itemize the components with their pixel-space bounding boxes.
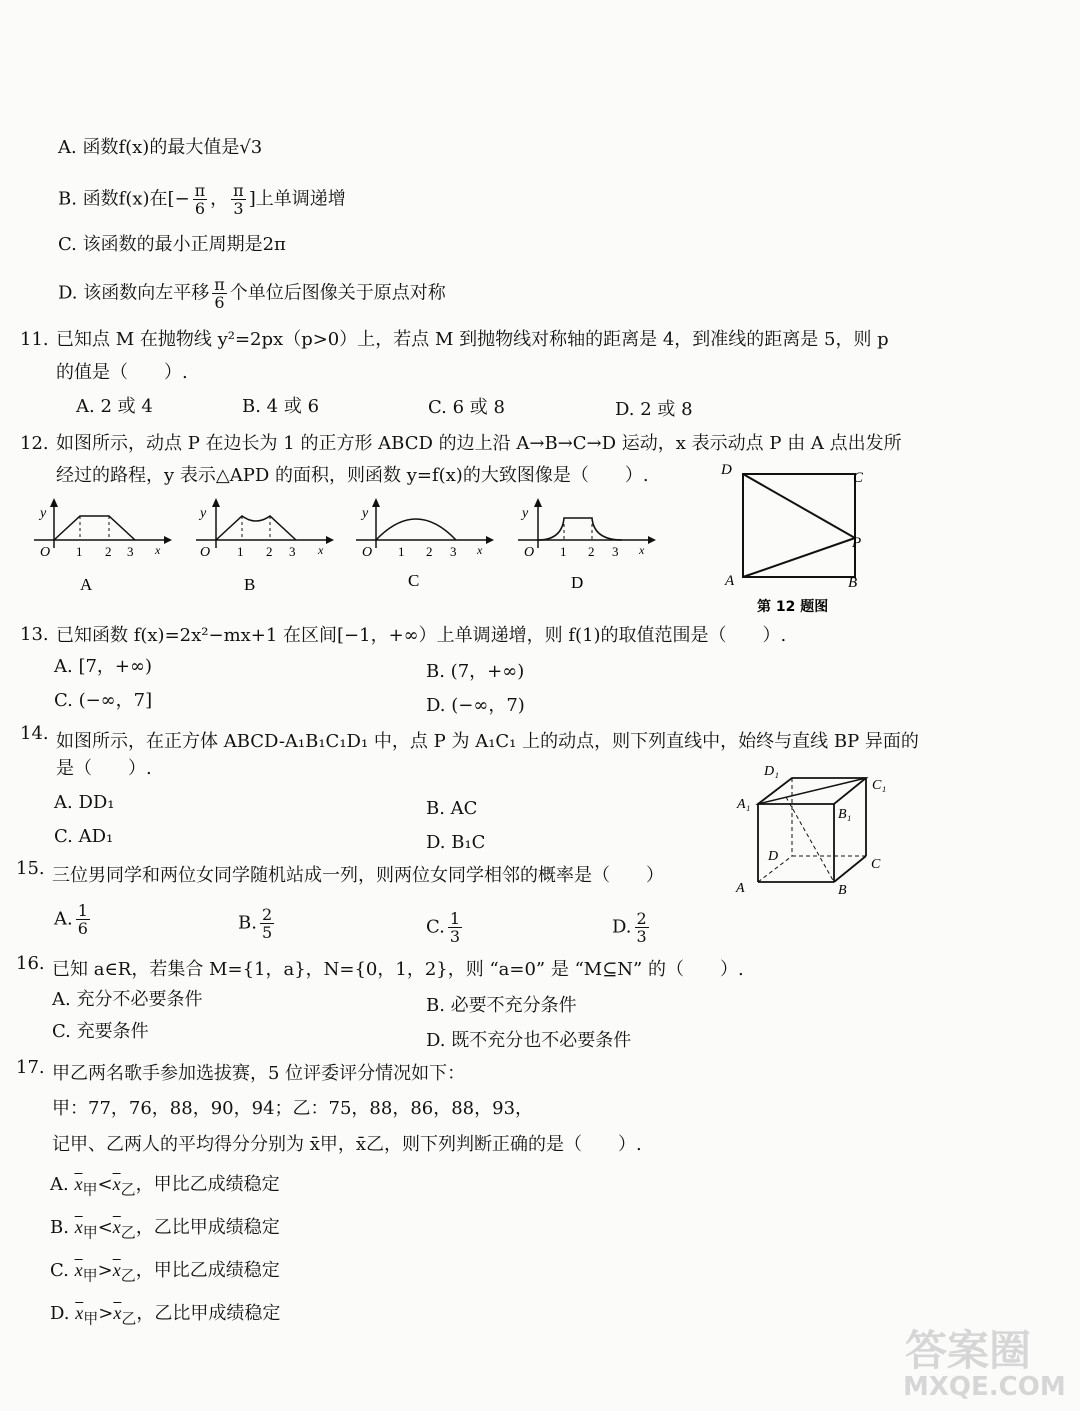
q14-stem-line1: 如图所示，在正方体 ABCD-A₁B₁C₁D₁ 中，点 P 为 A₁C₁ 上的动点，则下列直线中，始终与直线 BP 异面的: [56, 731, 919, 752]
q12-a-y: y: [40, 506, 47, 521]
q15-b-frac: $\frac{2}{5}$: [261, 905, 273, 942]
q12-sq-b: B: [848, 575, 858, 591]
q17-d-text: ，乙比甲成绩稳定: [136, 1303, 281, 1324]
q10-option-c: [58, 233, 286, 257]
q10-b-pre: 函数f(x)在[−: [82, 188, 190, 210]
q12-c-x: x: [477, 543, 483, 557]
q14-option-a: A. DD₁: [54, 792, 115, 813]
q11-option-a: A. 2 或 4: [76, 396, 153, 417]
q12-d-t1: 1: [560, 544, 567, 559]
q15-c-frac: $\frac{1}{3}$: [449, 909, 461, 946]
q12-b-o: O: [200, 545, 211, 560]
q13-option-d: D. (−∞，7): [426, 695, 525, 716]
q10-d-pre: 该函数向左平移: [83, 282, 210, 304]
q12-sq-p: P: [852, 535, 862, 551]
q17-a-text: ，甲比乙成绩稳定: [135, 1174, 280, 1195]
q10-a-label: A.: [58, 137, 77, 158]
q16-number: 16.: [16, 953, 45, 974]
q13-stem: 已知函数 f(x)=2x²−mx+1 在区间[−1，+∞）上单调递增，则 f(1)的取值范围是（ ）.: [56, 625, 787, 646]
q12-a-o: O: [40, 545, 51, 560]
q12-d-y: y: [522, 506, 529, 521]
q12-stem-line2: 经过的路程，y 表示△APD 的面积，则函数 y=f(x)的大致图像是（ ）.: [56, 465, 649, 486]
q12-c-t2: 2: [426, 544, 433, 559]
q15-number: 15.: [16, 858, 45, 879]
q11-stem-line1: 已知点 M 在抛物线 y²=2px（p>0）上，若点 M 到抛物线对称轴的距离是 4，到准线的距离是 5，则 p: [56, 329, 889, 350]
q15-option-b: B. $\frac{2}{5}$: [238, 905, 273, 942]
q14-cube-c1: C₁: [872, 778, 887, 793]
q10-option-a: [58, 136, 262, 160]
q12-b-t2: 2: [266, 544, 273, 559]
q12-graph-b-label: B: [244, 575, 256, 594]
q12-a-t3: 3: [127, 544, 134, 559]
q16-option-a: A. 充分不必要条件: [52, 989, 203, 1010]
q12-sq-d: D: [721, 462, 732, 478]
q16-option-c: C. 充要条件: [52, 1021, 149, 1042]
q17-b-text: ，乙比甲成绩稳定: [135, 1217, 280, 1238]
q12-number: 12.: [20, 433, 49, 454]
q10-option-b: B. 函数f(x)在[− $\frac{\pi}{6}$ ， $\frac{\pi}{3}$ ]上单调递增: [58, 181, 346, 218]
q10-a-text: 函数f(x)的最大值是√3: [82, 137, 263, 158]
q10-option-d: [58, 276, 446, 311]
q14-cube-figure: [730, 758, 900, 898]
q17-option-b: B. $\overline{x}_甲<\overline{x}_乙$，乙比甲成绩稳定: [50, 1217, 280, 1242]
q12-sq-c: C: [853, 470, 864, 486]
q14-cube-d: D: [768, 849, 779, 864]
q11-option-b: B. 4 或 6: [242, 396, 320, 417]
q17-stem-line1: 甲乙两名歌手参加选拔赛，5 位评委评分情况如下：: [52, 1063, 466, 1084]
q12-b-x: x: [318, 543, 324, 557]
q15-option-c: C. $\frac{1}{3}$: [426, 909, 461, 946]
q12-c-y: y: [362, 506, 369, 521]
q10-b-label: B.: [58, 188, 77, 210]
q14-option-b: B. AC: [426, 798, 478, 819]
q12-option-graphs: [0, 490, 700, 600]
q17-scores: 甲：77，76，88，90，94；乙：75，88，86，88，93，: [52, 1098, 534, 1119]
q11-stem-line2: 的值是（ ）.: [56, 362, 188, 383]
watermark-url: MXQE.COM: [903, 1372, 1066, 1402]
q11-number: 11.: [20, 329, 49, 350]
q12-a-t1: 1: [76, 544, 83, 559]
q14-number: 14.: [20, 723, 49, 744]
q13-number: 13.: [20, 624, 49, 645]
q15-d-frac: $\frac{2}{3}$: [636, 909, 647, 946]
q11-option-c: C. 6 或 8: [428, 397, 505, 418]
q12-graph-d: [518, 498, 656, 592]
q12-b-t1: 1: [237, 544, 244, 559]
q16-stem: 已知 a∈R，若集合 M={1，a}，N={0，1，2}，则 “a=0” 是 “M⊆N” 的（ ）.: [52, 959, 744, 980]
q17-option-c: C. $\overline{x}_甲>\overline{x}_乙$，甲比乙成绩稳定: [50, 1260, 280, 1285]
q13-option-b: B. (7，+∞): [426, 661, 525, 682]
q10-d-frac: $\frac{\pi}{6}$: [214, 275, 225, 312]
q15-option-d: D. $\frac{2}{3}$: [612, 909, 647, 946]
q15-a-frac: $\frac{1}{6}$: [77, 901, 88, 938]
q14-cube-a1: A₁: [737, 797, 751, 812]
q12-graph-c-label: C: [408, 571, 420, 590]
q14-option-c: C. AD₁: [54, 826, 114, 847]
q14-cube-b: B: [838, 883, 847, 898]
q14-stem-line2: 是（ ）.: [56, 758, 152, 779]
q12-graph-a-label: A: [80, 575, 93, 594]
q10-d-post: 个单位后图像关于原点对称: [229, 282, 446, 304]
q13-option-c: C. (−∞，7]: [54, 690, 153, 711]
q12-graph-d-label: D: [571, 573, 584, 592]
q12-c-t3: 3: [450, 544, 457, 559]
q12-stem-line1: 如图所示，动点 P 在边长为 1 的正方形 ABCD 的边上沿 A→B→C→D 运动，x 表示动点 P 由 A 点出发所: [56, 433, 902, 454]
q12-graph-c: [356, 498, 494, 590]
q10-b-frac2: $\frac{\pi}{3}$: [233, 181, 244, 218]
q12-d-t2: 2: [588, 544, 595, 559]
q10-b-post: ]上单调递增: [248, 188, 346, 210]
q17-c-text: ，甲比乙成绩稳定: [135, 1260, 280, 1281]
q14-cube-b1: B₁: [838, 807, 852, 822]
q17-option-a: A. $\overline{x}_甲<\overline{x}_乙$，甲比乙成绩稳定: [50, 1174, 280, 1199]
q12-sq-a: A: [725, 573, 735, 589]
q12-a-t2: 2: [105, 544, 112, 559]
q16-option-d: D. 既不充分也不必要条件: [426, 1030, 632, 1051]
q12-d-t3: 3: [612, 544, 619, 559]
q10-c-label: C.: [58, 234, 77, 255]
q12-a-x: x: [155, 543, 161, 557]
q14-cube-c: C: [871, 857, 881, 872]
q10-b-frac1: $\frac{\pi}{6}$: [194, 181, 206, 218]
q14-option-d: D. B₁C: [426, 832, 486, 853]
q17-number: 17.: [16, 1057, 45, 1078]
q12-square-figure: [715, 458, 885, 623]
q14-cube-a: A: [736, 881, 745, 896]
q15-stem: 三位男同学和两位女同学随机站成一列，则两位女同学相邻的概率是（ ）: [52, 865, 664, 886]
q15-option-a: A. $\frac{1}{6}$: [54, 901, 88, 938]
watermark-logo: 答案圈: [905, 1326, 1032, 1375]
q12-d-o: O: [524, 545, 535, 560]
q10-d-label: D.: [58, 282, 78, 304]
q17-option-d: D. $\overline{x}_甲>\overline{x}_乙$，乙比甲成绩稳定: [50, 1303, 281, 1328]
q16-option-b: B. 必要不充分条件: [426, 995, 577, 1016]
q12-c-o: O: [362, 545, 373, 560]
q12-b-t3: 3: [289, 544, 296, 559]
q13-option-a: A. [7，+∞): [54, 656, 153, 677]
q14-cube-d1: D₁: [764, 764, 779, 779]
q11-option-d: D. 2 或 8: [615, 399, 693, 420]
q10-c-text: 该函数的最小正周期是2π: [82, 234, 286, 255]
q12-graph-a: [34, 498, 172, 594]
q17-stem-line3: 记甲、乙两人的平均得分分别为 x̄甲，x̄乙，则下列判断正确的是（ ）.: [52, 1134, 642, 1155]
q12-c-t1: 1: [398, 544, 405, 559]
q12-b-y: y: [200, 506, 207, 521]
q12-d-x: x: [639, 543, 645, 557]
q12-graph-b: [196, 498, 334, 594]
q12-figure-caption: 第 12 题图: [757, 599, 829, 615]
